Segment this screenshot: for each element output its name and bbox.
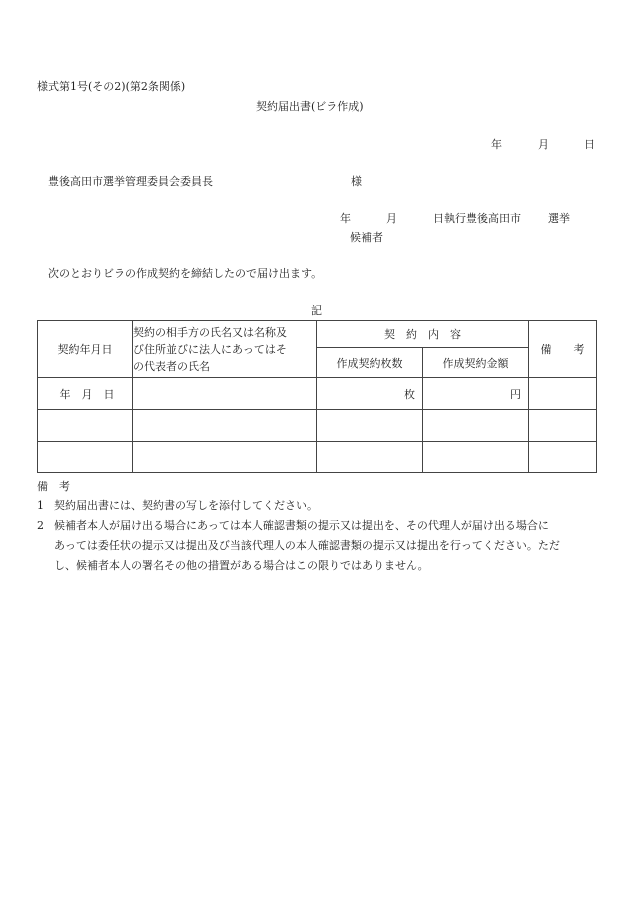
header-counterparty-line: 契約の相手方の氏名又は名称及 (133, 325, 287, 339)
cell-remarks (529, 378, 597, 410)
submission-year-label: 年 (491, 138, 502, 151)
header-counterparty-line: び住所並びに法人にあってはそ (133, 342, 287, 356)
candidate-label: 候補者 (350, 231, 383, 244)
cell-quantity (317, 410, 423, 442)
cell-counterparty (133, 442, 317, 473)
cell-counterparty (133, 378, 317, 410)
contract-table (37, 320, 597, 473)
cell-quantity (317, 442, 423, 473)
cell-remarks (529, 410, 597, 442)
header-contract-content: 契 約 内 容 (317, 321, 529, 348)
note-item (37, 516, 597, 536)
election-type-label: 選挙 (548, 212, 570, 225)
submission-day-label: 日 (584, 138, 595, 151)
header-counterparty (133, 321, 317, 378)
cell-amount: 円 (423, 378, 529, 410)
header-contract-date: 契約年月日 (38, 321, 133, 378)
submission-month-label: 月 (538, 138, 549, 151)
cell-remarks (529, 442, 597, 473)
cell-amount (423, 442, 529, 473)
cell-contract-date: 年 月 日 (38, 378, 133, 410)
note-item (37, 496, 597, 516)
note-number: 2 (37, 519, 44, 532)
header-amount: 作成契約金額 (423, 348, 529, 378)
election-month-label: 月 (386, 212, 397, 225)
cell-quantity: 枚 (317, 378, 423, 410)
election-day-municipality: 日執行豊後高田市 (433, 212, 521, 225)
header-counterparty-line: の代表者の氏名 (133, 359, 210, 373)
note-text-continuation: し、候補者本人の署名その他の措置がある場合はこの限りではありません。 (54, 559, 429, 572)
intro-text: 次のとおりビラの作成契約を締結したので届け出ます。 (48, 267, 323, 280)
cell-counterparty (133, 410, 317, 442)
note-text-continuation: あっては委任状の提示又は提出及び当該代理人の本人確認書類の提示又は提出を行ってください。ただ (54, 539, 560, 552)
document-title: 契約届出書(ビラ作成) (256, 100, 364, 113)
ki-label: 記 (311, 304, 322, 317)
notes-section (37, 478, 597, 576)
note-text: 候補者本人が届け出る場合にあっては本人確認書類の提示又は提出を、その代理人が届け出る場合に (54, 519, 549, 532)
addressee-honorific: 様 (351, 175, 362, 188)
header-remarks: 備 考 (529, 321, 597, 378)
cell-contract-date (38, 442, 133, 473)
note-number: 1 (37, 499, 44, 512)
cell-amount (423, 410, 529, 442)
notes-heading: 備 考 (37, 480, 70, 493)
table-row (38, 442, 597, 473)
addressee-name: 豊後高田市選挙管理委員会委員長 (48, 175, 213, 188)
form-number: 様式第1号(その2)(第2条関係) (37, 80, 186, 93)
header-quantity: 作成契約枚数 (317, 348, 423, 378)
table-row (38, 378, 597, 410)
cell-contract-date (38, 410, 133, 442)
note-text: 契約届出書には、契約書の写しを添付してください。 (54, 499, 318, 512)
election-year-label: 年 (340, 212, 351, 225)
table-row (38, 410, 597, 442)
table-header-row (38, 321, 597, 348)
